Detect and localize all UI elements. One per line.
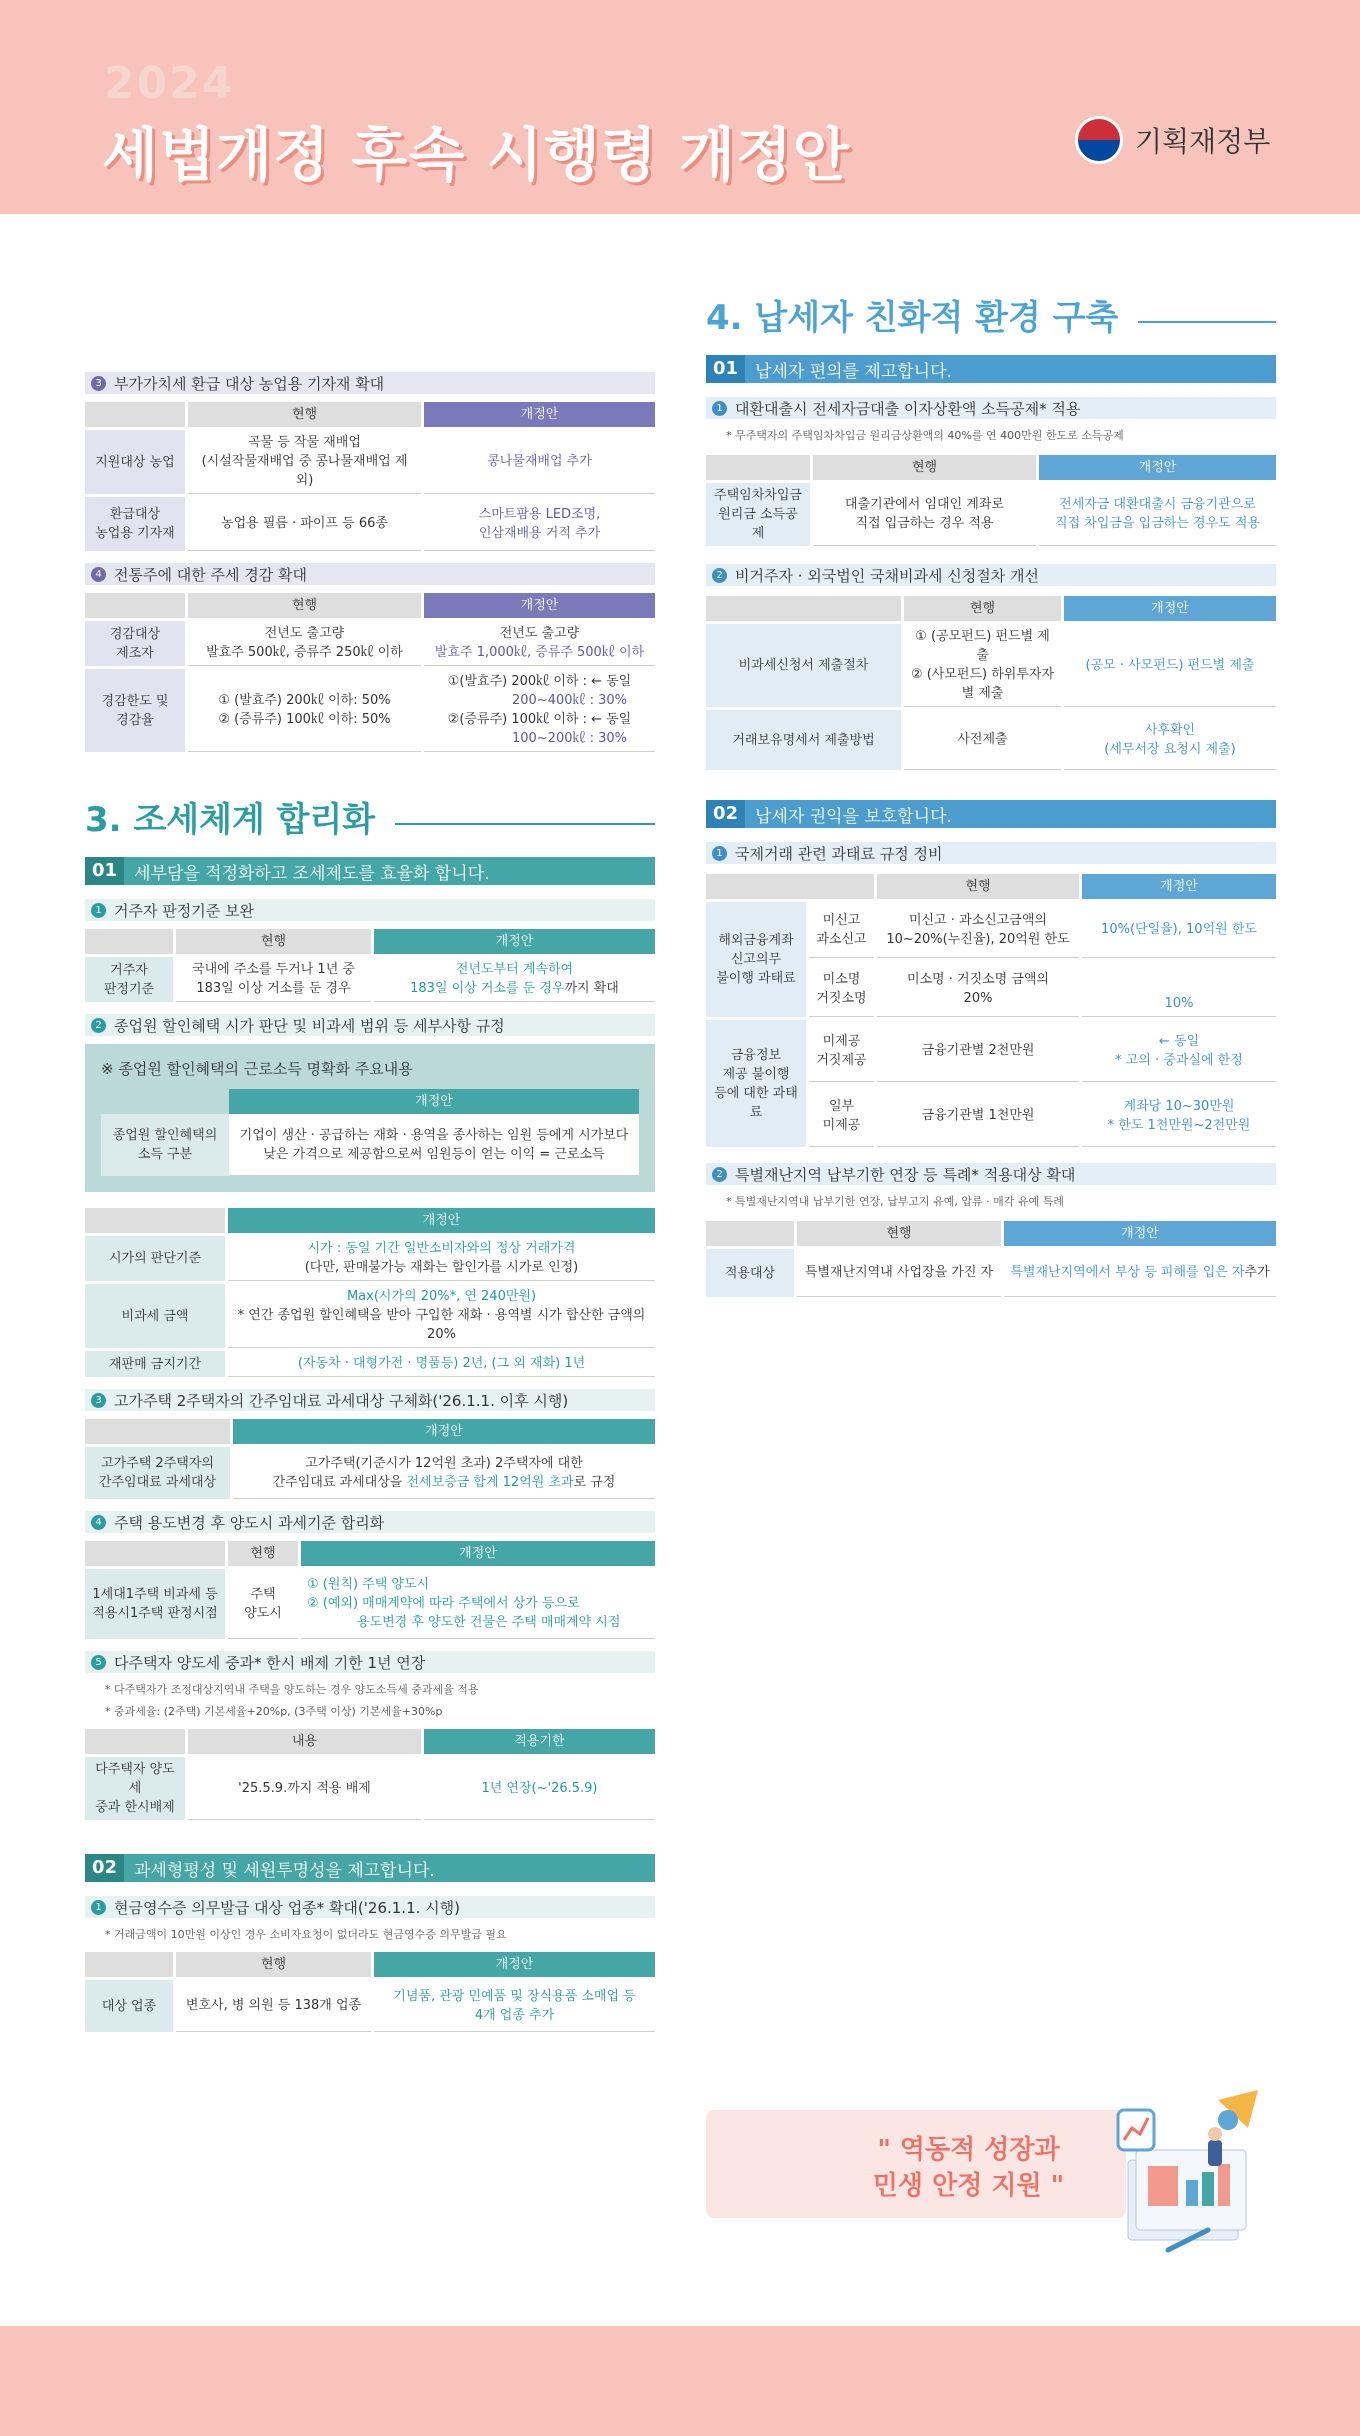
header-year: 2024 <box>104 58 235 109</box>
refinance-table: 현행 개정안 주택임차차입금 원리금 소득공제 대출기관에서 임대인 계좌로 직접 입금하는 경우 적용 전세자금 대환대출시 금융기관으로 직접 차입금을 입금하는 경우도 적용 <box>706 455 1276 546</box>
band-left-02: 02 과세형평성 및 세원투명성을 제고합니다. <box>85 1854 655 1882</box>
band-left-01: 01 세부담을 적정화하고 조세제도를 효율화 합니다. <box>85 857 655 885</box>
band-right-01: 01 납세자 편의를 제고합니다. <box>706 355 1276 383</box>
disaster-table: 현행 개정안 적용대상 특별재난지역내 사업장을 가진 자 특별재난지역에서 부상 등 피해를 입은 자 추가 <box>706 1221 1276 1297</box>
residency-table: 현행 개정안 거주자 판정기준 국내에 주소를 두거나 1년 중 183일 이상 거소를 둔 경우 전년도부터 계속하여 183일 이상 거소를 둔 경우까지 확대 <box>85 929 655 1002</box>
nonresident-bond-table: 현행 개정안 비과세신청서 제출절차 ① (공모펀드) 펀드별 제출 ② (사모펀드) 하위투자자별 제출 (공모 · 사모펀드) 펀드별 제출 거래보유명세서 제출방법 사전제출 사후확인 (세무서장 요청시 제출) <box>706 596 1276 770</box>
subsection-nonresident-bond: 2 비거주자 · 외국법인 국채비과세 신청절차 개선 <box>706 564 1276 586</box>
taegeuk-icon <box>1075 116 1123 164</box>
subsection-refinance: 1 대환대출시 전세자금대출 이자상환액 소득공제* 적용 <box>706 397 1276 419</box>
header-banner <box>0 0 1360 214</box>
documents-illustration-icon <box>1108 2080 1278 2260</box>
subsection-vat-refund: 3 부가가치세 환급 대상 농업용 기자재 확대 <box>85 372 655 394</box>
employee-discount-box: ※ 종업원 할인혜택의 근로소득 명확화 주요내용 개정안 종업원 할인혜택의 소득 구분 기업이 생산 · 공급하는 재화 · 용역을 종사하는 임원 등에게 시가보다 낮은 가격으로 제공함으로써 임원등이 얻는 이익 = 근로소득 <box>85 1044 655 1192</box>
subsection-intl-penalty: 1 국제거래 관련 과태료 규정 정비 <box>706 842 1276 864</box>
slogan-box <box>706 2110 1126 2218</box>
section-3-heading: 3. 조세체계 합리화 <box>85 792 655 841</box>
subsection-residency: 1 거주자 판정기준 보완 <box>85 899 655 921</box>
left-column: 3 부가가치세 환급 대상 농업용 기자재 확대 현행 개정안 지원대상 농업 곡물 등 작물 재배업 (시설작물재배업 중 콩나물재배업 제외) 콩나물재배업 추가 환급대상 농업용 기자재 농업용 필름 · 파이프 등 66종 스마트팜용 LED조명, 인삼재배용 거적 추가 4 전통주에 대한 주세 경감 확대 현행 개정안 경감대상 제조자 전년도 출고량 발효주 500㎘, 증류주 250㎘ 이하 전년도 출고량 발효주 1,000㎘, 증류주 500㎘ 이하 경감한도 및 경감율 ① (발효주) 200㎘ 이하: 50% ② (증류주) 100㎘ 이하: 50% ①(발효주) 200㎘ 이하 : ← 동일 200~400㎘ : 30% ②(증류주) 100㎘ 이하 : ← 동일 100~200㎘ : 30% 3. 조세체계 합리화 01 세부담을 적정화하고 조세제도를 효율화 합니다. 1 거주자 판정기준 보완 현행 개정안 거주자 판정기준 국내에 주소를 두거나 1년 중 183일 이상 거소를 둔 경우 전년도부터 계속하여 183일 이상 거소를 둔 경우까지 확대 2 종업원 할인혜택 시가 판단 및 비과세 범위 등 세부사항 규정 ※ 종업원 할인혜택의 근로소득 명확화 주요내용 개정안 종업원 할인혜택의 소득 구분 기업이 생산 · 공급하는 재화 · 용역을 종사하는 임원 등에게 시가보다 낮은 가격으로 제공함으로써 임원등이 얻는 이익 = 근로소득 개정안 시가의 판단기준 시가 : 동일 기간 일반소비자와의 정상 거래가격 (다만, 판매불가능 재화는 할인가를 시가로 인정) 비과세 금액 Max(시가의 20%*, 연 240만원) * 연간 종업원 할인혜택을 받아 구입한 재화 · 용역별 시가 합산한 금액의 20% 재판매 금지기간 (자동차 · 대형가전 · 명품등) 2년, (그 외 재화) 1년 3 고가주택 2주택자의 간주임대료 과세대상 구체화('26.1.1. 이후 시행) 개정안 고가주택 2주택자의 간주임대료 과세대상 고가주택(기준시가 12억원 초과) 2주택자에 대한 간주임대료 과세대상을 전세보증금 합계 12억원 초과로 규정 4 주택 용도변경 후 양도시 과세기준 합리화 현행 개정안 1세대1주택 비과세 등 적용시1주택 판정시점 주택 양도시 ① (원칙) 주택 양도시 ② (예외) 매매계약에 따라 주택에서 상가 등으로 용도변경 후 양도한 건물은 주택 매매계약 시점 5 다주택자 양도세 중과* 한시 배제 기한 1년 연장 * 다주택자가 조정대상지역내 주택을 양도하는 경우 양도소득세 중과세율 적용 * 중과세율: (2주택) 기본세율+20%p, (3주택 이상) 기본세율+30%p 내용 적용기한 다주택자 양도세 중과 한시배제 '25.5.9.까지 적용 배제 1년 연장(~'26.5.9) 02 과세형평성 및 세원투명성을 제고합니다. 1 현금영수증 의무발급 대상 업종* 확대('26.1.1. 시행) * 거래금액이 10만원 이상인 경우 소비자요청이 없더라도 현금영수증 의무발급 필요 현행 개정안 대상 업종 변호사, 병 의원 등 138개 업종 기념품, 관광 민예품 및 장식용품 소매업 등 4개 업종 추가 <box>85 360 655 2040</box>
section-4-heading: 4. 납세자 친화적 환경 구축 <box>706 290 1276 339</box>
subsection-employee-discount: 2 종업원 할인혜택 시가 판단 및 비과세 범위 등 세부사항 규정 <box>85 1014 655 1036</box>
page-title: 세법개정 후속 시행령 개정안 <box>102 121 850 189</box>
deemed-rent-table: 개정안 고가주택 2주택자의 간주임대료 과세대상 고가주택(기준시가 12억원 초과) 2주택자에 대한 간주임대료 과세대상을 전세보증금 합계 12억원 초과로 규정 <box>85 1419 655 1499</box>
liquor-tax-table: 현행 개정안 경감대상 제조자 전년도 출고량 발효주 500㎘, 증류주 250㎘ 이하 전년도 출고량 발효주 1,000㎘, 증류주 500㎘ 이하 경감한도 및 경감율 ① (발효주) 200㎘ 이하: 50% ② (증류주) 100㎘ 이하: 50% ①(발효주) 200㎘ 이하 : ← 동일 200~400㎘ : 30% ②(증류주) 100㎘ 이하 : ← 동일 100~200㎘ : 30% <box>85 593 655 752</box>
subsection-use-change: 4 주택 용도변경 후 양도시 과세기준 합리화 <box>85 1511 655 1533</box>
ministry-logo <box>1075 116 1270 164</box>
subsection-liquor-tax: 4 전통주에 대한 주세 경감 확대 <box>85 563 655 585</box>
subsection-disaster: 2 특별재난지역 납부기한 연장 등 특례* 적용대상 확대 <box>706 1163 1276 1185</box>
ministry-name: 기획재정부 <box>1135 125 1271 158</box>
use-change-table: 현행 개정안 1세대1주택 비과세 등 적용시1주택 판정시점 주택 양도시 ① (원칙) 주택 양도시 ② (예외) 매매계약에 따라 주택에서 상가 등으로 용도변경 후 양도한 건물은 주택 매매계약 시점 <box>85 1541 655 1639</box>
right-column: 4. 납세자 친화적 환경 구축 01 납세자 편의를 제고합니다. 1 대환대출시 전세자금대출 이자상환액 소득공제* 적용 * 무주택자의 주택임차차입금 원리금상환액의 40%를 연 400만원 한도로 소득공제 현행 개정안 주택임차차입금 원리금 소득공제 대출기관에서 임대인 계좌로 직접 입금하는 경우 적용 전세자금 대환대출시 금융기관으로 직접 차입금을 입금하는 경우도 적용 2 비거주자 · 외국법인 국채비과세 신청절차 개선 현행 개정안 비과세신청서 제출절차 ① (공모펀드) 펀드별 제출 ② (사모펀드) 하위투자자별 제출 (공모 · 사모펀드) 펀드별 제출 거래보유명세서 제출방법 사전제출 사후확인 (세무서장 요청시 제출) 02 납세자 권익을 보호합니다. 1 국제거래 관련 과태료 규정 정비 현행 개정안 해외금융계좌 신고의무 불이행 과태료 미신고 과소신고 미신고 · 과소신고금액의 10~20%(누진율), 20억원 한도 10%(단일율), 10억원 한도 미소명 거짓소명 미소명 · 거짓소명 금액의 20% 10% 금융정보 제공 불이행 등에 대한 과태료 미제공 거짓제공 금융기관별 2천만원 ← 동일 * 고의 · 중과실에 한정 일부 미제공 금융기관별 1천만원 계좌당 10~30만원 * 한도 1천만원~2천만원 2 특별재난지역 납부기한 연장 등 특례* 적용대상 확대 * 특별재난지역내 납부기한 연장, 납부고지 유예, 압류 · 매각 유예 특례 현행 개정안 적용대상 특별재난지역내 사업장을 가진 자 특별재난지역에서 부상 등 피해를 입은 자 추가 <box>706 290 1276 1305</box>
vat-refund-table: 현행 개정안 지원대상 농업 곡물 등 작물 재배업 (시설작물재배업 중 콩나물재배업 제외) 콩나물재배업 추가 환급대상 농업용 기자재 농업용 필름 · 파이프 등 66종 스마트팜용 LED조명, 인삼재배용 거적 추가 <box>85 402 655 551</box>
employee-discount-table: 개정안 시가의 판단기준 시가 : 동일 기간 일반소비자와의 정상 거래가격 (다만, 판매불가능 재화는 할인가를 시가로 인정) 비과세 금액 Max(시가의 20%*, 연 240만원) * 연간 종업원 할인혜택을 받아 구입한 재화 · 용역별 시가 합산한 금액의 20% 재판매 금지기간 (자동차 · 대형가전 · 명품등) 2년, (그 외 재화) 1년 <box>85 1208 655 1377</box>
band-right-02: 02 납세자 권익을 보호합니다. <box>706 800 1276 828</box>
subsection-deemed-rent: 3 고가주택 2주택자의 간주임대료 과세대상 구체화('26.1.1. 이후 시행) <box>85 1389 655 1411</box>
cash-receipt-table: 현행 개정안 대상 업종 변호사, 병 의원 등 138개 업종 기념품, 관광 민예품 및 장식용품 소매업 등 4개 업종 추가 <box>85 1952 655 2032</box>
subsection-cash-receipt: 1 현금영수증 의무발급 대상 업종* 확대('26.1.1. 시행) <box>85 1896 655 1918</box>
intl-penalty-table: 현행 개정안 해외금융계좌 신고의무 불이행 과태료 미신고 과소신고 미신고 · 과소신고금액의 10~20%(누진율), 20억원 한도 10%(단일율), 10억원 한도 미소명 거짓소명 미소명 · 거짓소명 금액의 20% 10% 금융정보 제공 불이행 등에 대한 과태료 미제공 거짓제공 금융기관별 2천만원 ← 동일 * 고의 · 중과실에 한정 일부 미제공 금융기관별 1천만원 계좌당 10~30만원 * 한도 1천만원~2천만원 <box>706 874 1276 1147</box>
subsection-multi-house: 5 다주택자 양도세 중과* 한시 배제 기한 1년 연장 <box>85 1651 655 1673</box>
footer-banner <box>0 2326 1360 2436</box>
multi-house-table: 내용 적용기한 다주택자 양도세 중과 한시배제 '25.5.9.까지 적용 배제 1년 연장(~'26.5.9) <box>85 1729 655 1820</box>
slogan-text: " 역동적 성장과 민생 안정 지원 " <box>872 2135 1065 2201</box>
